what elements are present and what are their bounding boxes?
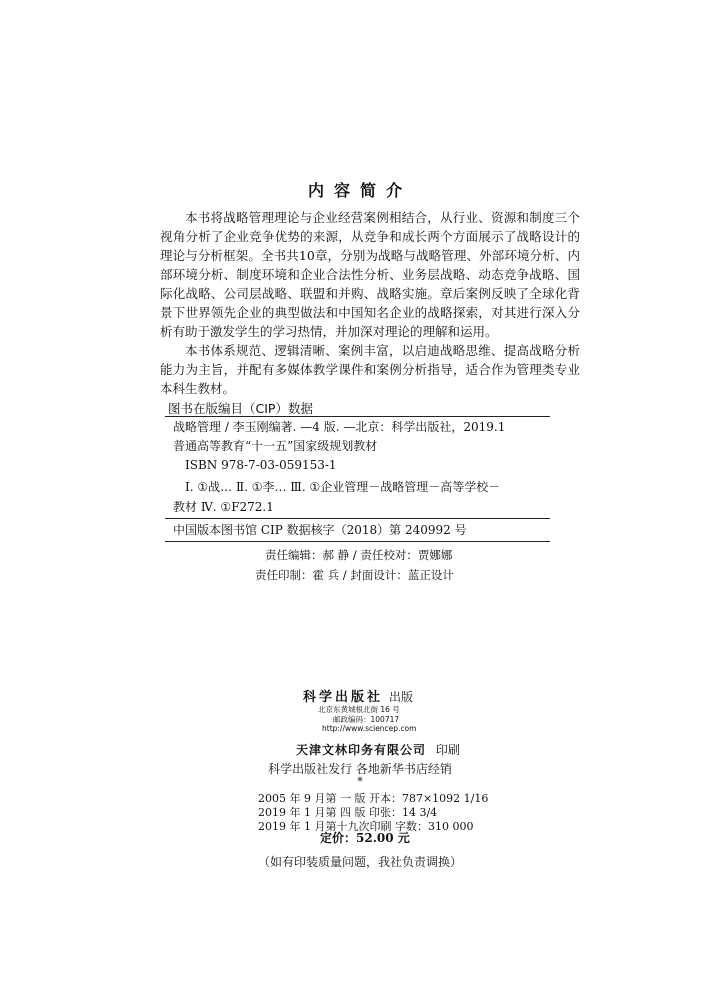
publisher-website: http://www.sciencep.com	[322, 724, 417, 733]
printer-line	[296, 741, 460, 758]
cip-line-classification: Ⅰ. ①战… Ⅱ. ①李… Ⅲ. ①企业管理－战略管理－高等学校－	[185, 480, 501, 494]
printer-suffix: 印刷	[435, 743, 460, 757]
printer-name: 天津文林印务有限公司	[296, 743, 427, 757]
summary-paragraph: 本书将战略管理理论与企业经营案例相结合，从行业、资源和制度三个视角分析了企业竞争优势的来源，从竞争和成长两个方面展示了战略设计的理论与分析框架。全书共10章，分别为战略与战略管理、外部环境分析、内部环境分析、制度环境和企业合法性分析、业务层战略、动态竞争战略、国际化战略、公司层战略、联盟和并购、战略实施。章后案例反映了全球化背景下世界领先企业的典型做法和中国知名企业的战略探索，对其进行深入分析有助于激发学生的学习热情，并加深对理论的理解和运用。	[160, 210, 580, 339]
cip-line-isbn: ISBN 978-7-03-059153-1	[185, 458, 337, 472]
summary-title: 内容简介	[307, 181, 412, 200]
edition-line-1: 2005 年 9 月第 一 版 开本：787×1092 1/16	[258, 792, 489, 805]
cip-heading: 图书在版编目（CIP）数据	[168, 401, 313, 416]
edition-line-2: 2019 年 1 月第 四 版 印张：14 3/4	[258, 806, 438, 819]
cip-mid-rule	[165, 518, 550, 519]
price: 定价：52.00 元	[320, 831, 410, 845]
cip-line-title: 战略管理 / 李玉刚编著. —4 版. —北京：科学出版社，2019.1	[173, 420, 506, 434]
cip-bottom-rule	[165, 541, 550, 542]
quality-note: （如有印装质量问题，我社负责调换）	[257, 855, 462, 869]
publisher-address: 北京东黄城根北街 16 号	[318, 705, 400, 714]
summary-body	[160, 208, 580, 398]
publisher-postcode: 邮政编码：100717	[333, 715, 400, 724]
cip-record-number: 中国版本图书馆 CIP 数据核字（2018）第 240992 号	[173, 523, 467, 537]
summary-paragraph: 本书体系规范、逻辑清晰、案例丰富，以启迪战略思维、提高战略分析能力为主旨，并配有多媒体教学课件和案例分析指导，适合作为管理类专业本科生教材。	[160, 343, 580, 396]
publisher-suffix: 出版	[389, 690, 414, 704]
cip-line-classification-cont: 教材 Ⅳ. ①F272.1	[173, 500, 274, 514]
separator-star: *	[357, 775, 363, 788]
cip-line-series: 普通高等教育“十一五”国家级规划教材	[173, 439, 378, 453]
edition-line-3: 2019 年 1 月第十九次印刷 字数：310 000	[258, 820, 474, 833]
credits-editor: 责任编辑：郝 静 / 责任校对：贾娜娜	[265, 548, 453, 562]
distribution-line: 科学出版社发行 各地新华书店经销	[268, 762, 452, 776]
credits-production: 责任印制：霍 兵 / 封面设计：蓝正设计	[255, 568, 454, 582]
publisher-logo: 科学出版社	[303, 690, 384, 705]
cip-top-rule	[165, 416, 550, 417]
